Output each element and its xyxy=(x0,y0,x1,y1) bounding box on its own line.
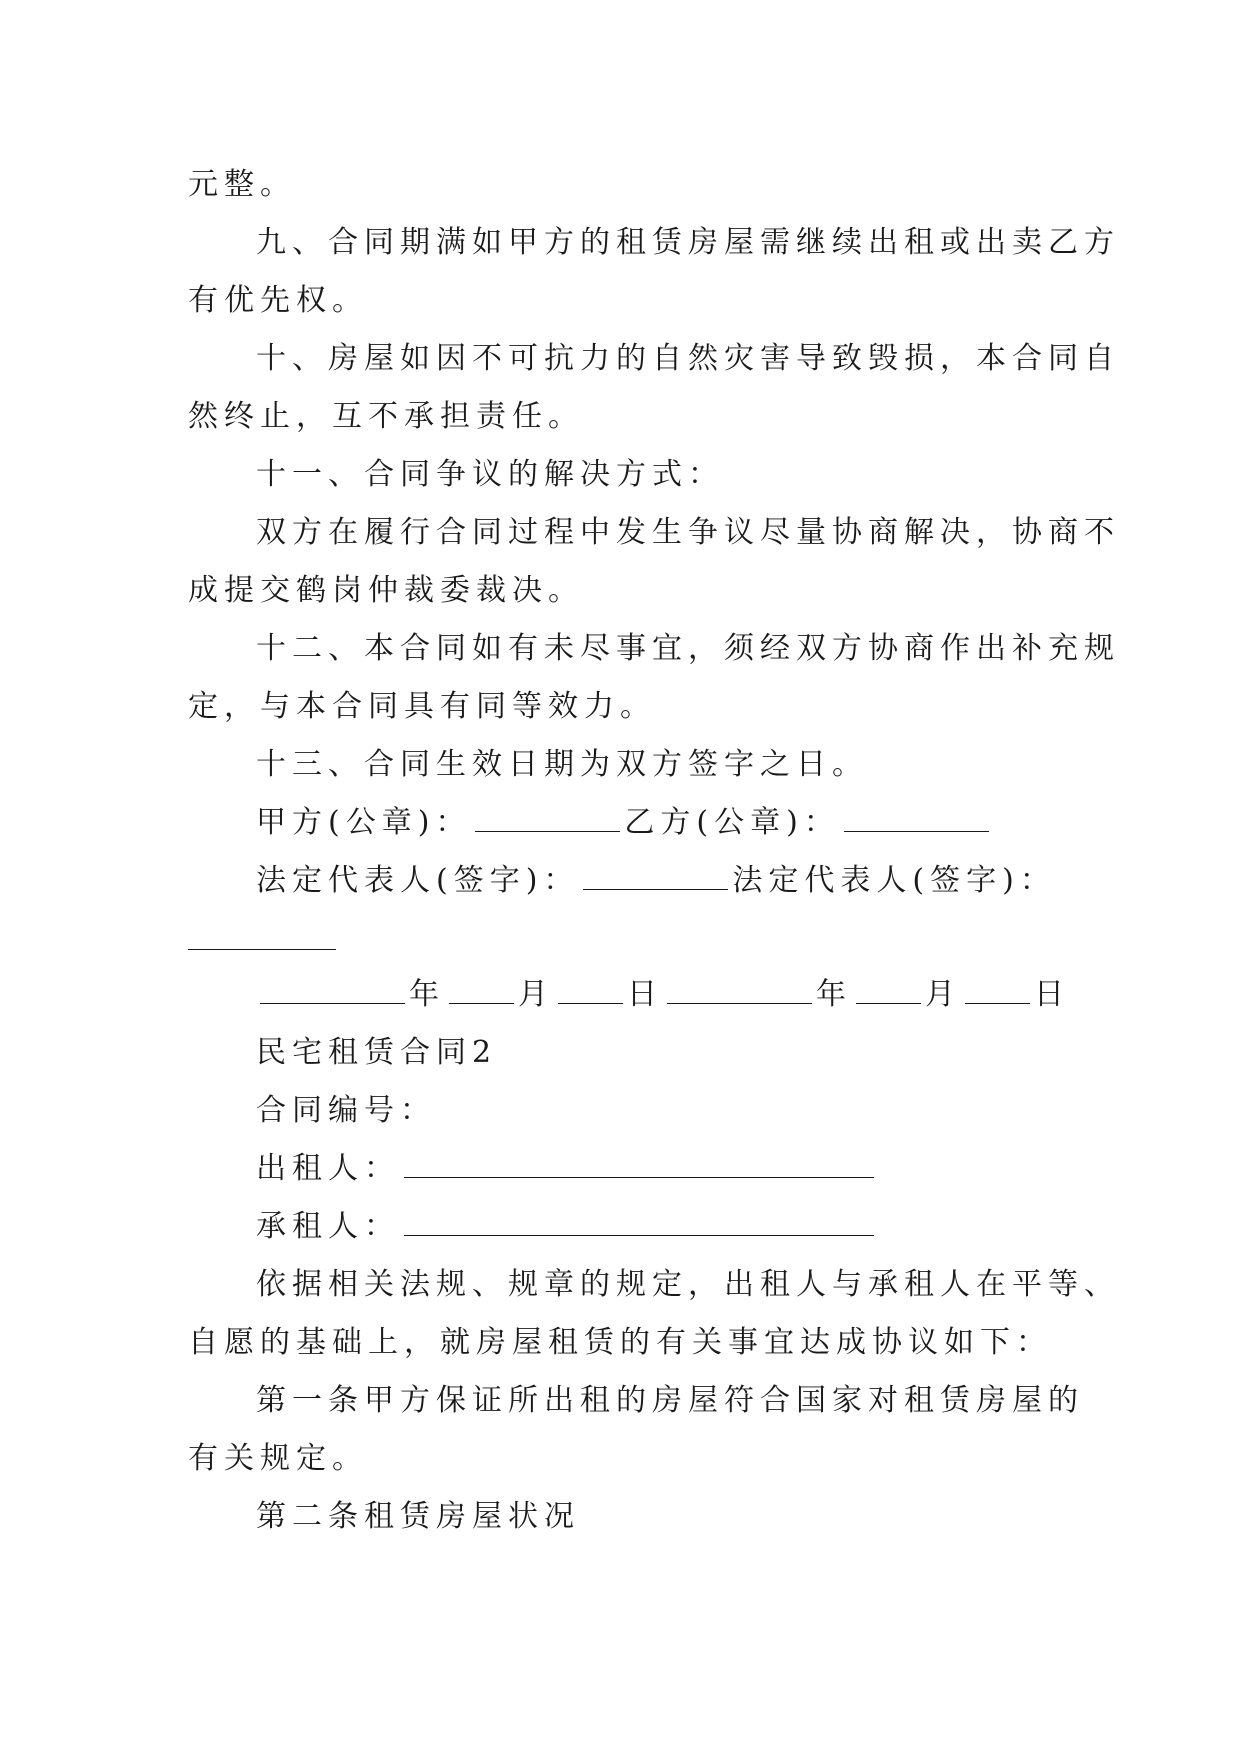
clause-9-line-1: 九、合同期满如甲方的租赁房屋需继续出租或出卖乙方 xyxy=(256,225,1120,260)
seal-line xyxy=(256,803,993,843)
contract2-title: 民宅租赁合同2 xyxy=(256,1035,498,1070)
date-b-month-blank[interactable] xyxy=(856,975,921,1004)
date-a-month-blank[interactable] xyxy=(449,975,514,1004)
legal-rep-a-label: 法定代表人(签字)： xyxy=(256,863,580,898)
date-a-month-label: 月 xyxy=(518,977,554,1012)
lessee-line xyxy=(256,1207,878,1247)
party-a-seal-blank[interactable] xyxy=(475,803,620,832)
article-1-line-1: 第一条甲方保证所出租的房屋符合国家对租赁房屋的 xyxy=(256,1383,1084,1418)
article-1-line-2: 有关规定。 xyxy=(188,1441,368,1476)
date-line xyxy=(256,975,1070,1015)
date-b-day-label: 日 xyxy=(1034,977,1070,1012)
article-2-heading: 第二条租赁房屋状况 xyxy=(256,1499,580,1534)
lessor-blank[interactable] xyxy=(404,1149,874,1178)
clause-11-line-2: 成提交鹤岗仲裁委裁决。 xyxy=(188,573,584,608)
clause-11-heading: 十一、合同争议的解决方式： xyxy=(256,457,724,492)
date-b-month-label: 月 xyxy=(925,977,961,1012)
lessor-line xyxy=(256,1149,878,1189)
intro-line-2: 自愿的基础上，就房屋租赁的有关事宜达成协议如下： xyxy=(188,1325,1052,1360)
date-a-day-blank[interactable] xyxy=(558,975,623,1004)
legal-rep-b-label: 法定代表人(签字)： xyxy=(732,863,1056,898)
legal-rep-a-blank[interactable] xyxy=(583,861,728,890)
lessee-label: 承租人： xyxy=(256,1209,400,1244)
clause-10-line-2: 然终止，互不承担责任。 xyxy=(188,399,584,434)
date-a-year-label: 年 xyxy=(409,977,445,1012)
clause-10-line-1: 十、房屋如因不可抗力的自然灾害导致毁损，本合同自 xyxy=(256,341,1120,376)
lessor-label: 出租人： xyxy=(256,1151,400,1186)
contract-number-label: 合同编号： xyxy=(256,1093,436,1128)
lessee-blank[interactable] xyxy=(404,1207,874,1236)
date-a-day-label: 日 xyxy=(627,977,663,1012)
clause-12-line-2: 定，与本合同具有同等效力。 xyxy=(188,689,656,724)
intro-line-1: 依据相关法规、规章的规定，出租人与承租人在平等、 xyxy=(256,1267,1120,1302)
date-a-year-blank[interactable] xyxy=(260,975,405,1004)
text-line: 元整。 xyxy=(188,167,296,202)
party-b-seal-label: 乙方(公章)： xyxy=(624,805,840,840)
date-b-year-label: 年 xyxy=(816,977,852,1012)
clause-11-line-1: 双方在履行合同过程中发生争议尽量协商解决，协商不 xyxy=(256,515,1120,550)
party-b-seal-blank[interactable] xyxy=(844,803,989,832)
legal-rep-line xyxy=(256,861,1056,901)
clause-12-line-1: 十二、本合同如有未尽事宜，须经双方协商作出补充规 xyxy=(256,631,1120,666)
date-b-day-blank[interactable] xyxy=(965,975,1030,1004)
clause-13: 十三、合同生效日期为双方签字之日。 xyxy=(256,747,868,782)
clause-9-line-2: 有优先权。 xyxy=(188,283,368,318)
date-b-year-blank[interactable] xyxy=(667,975,812,1004)
legal-rep-b-blank[interactable] xyxy=(188,948,336,950)
party-a-seal-label: 甲方(公章)： xyxy=(256,805,472,840)
